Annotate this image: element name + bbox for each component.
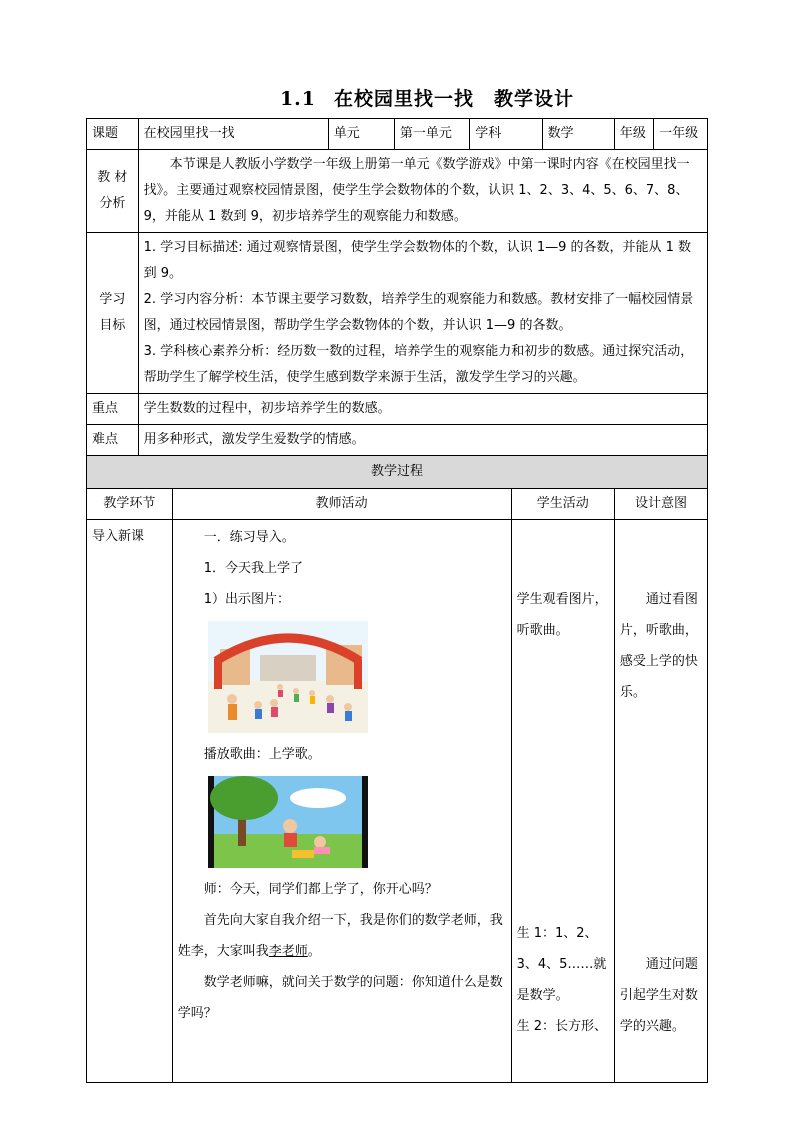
process-content-row (87, 520, 708, 1083)
design-line-1: 通过看图片，听歌曲，感受上学的快乐。 (619, 592, 698, 700)
song-scene-image (208, 776, 368, 868)
process-heading: 教学过程 (87, 456, 708, 489)
page-title (0, 84, 794, 111)
teacher-line-1: 一．练习导入。 (203, 530, 295, 545)
subject-value: 数学 (542, 119, 614, 150)
col-student: 学生活动 (511, 489, 614, 520)
difficulty-label: 难点 (87, 425, 139, 456)
design-intent-cell (614, 520, 707, 1083)
topic-value: 在校园里找一找 (138, 119, 328, 150)
stage-name: 导入新课 (92, 529, 145, 544)
material-label-line1: 教 材 (97, 170, 128, 185)
goal-item-3: 3. 学科核心素养分析：经历数一数的过程，培养学生的观察能力和初步的数感。通过探究活动，帮助学生了解学校生活，使学生感到数学来源于生活，激发学生学习的兴趣。 (143, 344, 694, 385)
topic-label: 课题 (87, 119, 139, 150)
teacher-line-5: 师：今天，同学们都上学了，你开心吗？ (203, 882, 438, 897)
lesson-plan-table (86, 118, 708, 1083)
stage-cell (87, 520, 173, 1083)
title-number: 1.1 (279, 88, 317, 110)
key-point-label: 重点 (87, 394, 139, 425)
material-label (87, 150, 139, 233)
material-text: 本节课是人教版小学数学一年级上册第一单元《数学游戏》中第一课时内容《在校园里找一找》。主要通过观察校园情景图，使学生学会数物体的个数，认识 1、2、3、4、5、6、7、8、9，并能从 1 数到 9，初步培养学生的观察能力和数感。 (143, 157, 690, 224)
student-line-1: 学生观看图片，听歌曲。 (516, 592, 608, 638)
difficulty-row (87, 425, 708, 456)
process-heading-row (87, 456, 708, 489)
material-row (87, 150, 708, 233)
teacher-line-6-end: 。 (307, 944, 321, 959)
teacher-name-underlined: 李老师 (268, 944, 308, 959)
subject-label: 学科 (470, 119, 542, 150)
col-teacher: 教师活动 (172, 489, 511, 520)
teacher-line-6 (178, 905, 506, 967)
teacher-line-6-text: 首先向大家自我介绍一下，我是你们的数学老师，我姓李，大家叫我 (177, 913, 503, 959)
col-design: 设计意图 (614, 489, 707, 520)
material-label-line2: 分析 (99, 196, 126, 211)
unit-value: 第一单元 (394, 119, 469, 150)
teacher-line-4: 播放歌曲：上学歌。 (203, 747, 321, 762)
campus-scene-image (208, 621, 368, 733)
title-text: 在校园里找一找 教学设计 (334, 88, 575, 110)
goals-text-cell (138, 233, 707, 394)
key-point-text: 学生数数的过程中，初步培养学生的数感。 (138, 394, 707, 425)
col-stage: 教学环节 (87, 489, 173, 520)
grade-value: 一年级 (654, 119, 708, 150)
goals-label-line1: 学习 (99, 292, 126, 307)
student-line-3: 生 2：长方形、 (516, 1019, 607, 1034)
process-columns-row (87, 489, 708, 520)
goal-item-1: 1. 学习目标描述: 通过观察情景图，使学生学会数物体的个数，认识 1—9 的各数，并能从 1 数到 9。 (143, 240, 692, 281)
key-point-row (87, 394, 708, 425)
goal-item-2: 2. 学习内容分析：本节课主要学习数数，培养学生的观察能力和数感。教材安排了一幅校园情景图，通过校园情景图，帮助学生学会数物体的个数，并认识 1—9 的各数。 (143, 292, 694, 333)
teacher-line-2: 1．今天我上学了 (203, 561, 304, 576)
goals-row (87, 233, 708, 394)
material-text-cell (138, 150, 707, 233)
teacher-activity-cell (172, 520, 511, 1083)
goals-label-line2: 目标 (99, 318, 126, 333)
grade-label: 年级 (614, 119, 653, 150)
unit-label: 单元 (328, 119, 394, 150)
student-activity-cell (511, 520, 614, 1083)
teacher-line-3: 1）出示图片： (203, 592, 291, 607)
teacher-line-7: 数学老师嘛，就问关于数学的问题：你知道什么是数学吗？ (177, 975, 503, 1021)
design-line-2: 通过问题引起学生对数学的兴趣。 (619, 957, 698, 1034)
student-line-2: 生 1：1、2、3、4、5……就是数学。 (516, 926, 607, 1003)
difficulty-text: 用多种形式，激发学生爱数学的情感。 (138, 425, 707, 456)
header-row (87, 119, 708, 150)
goals-label (87, 233, 139, 394)
